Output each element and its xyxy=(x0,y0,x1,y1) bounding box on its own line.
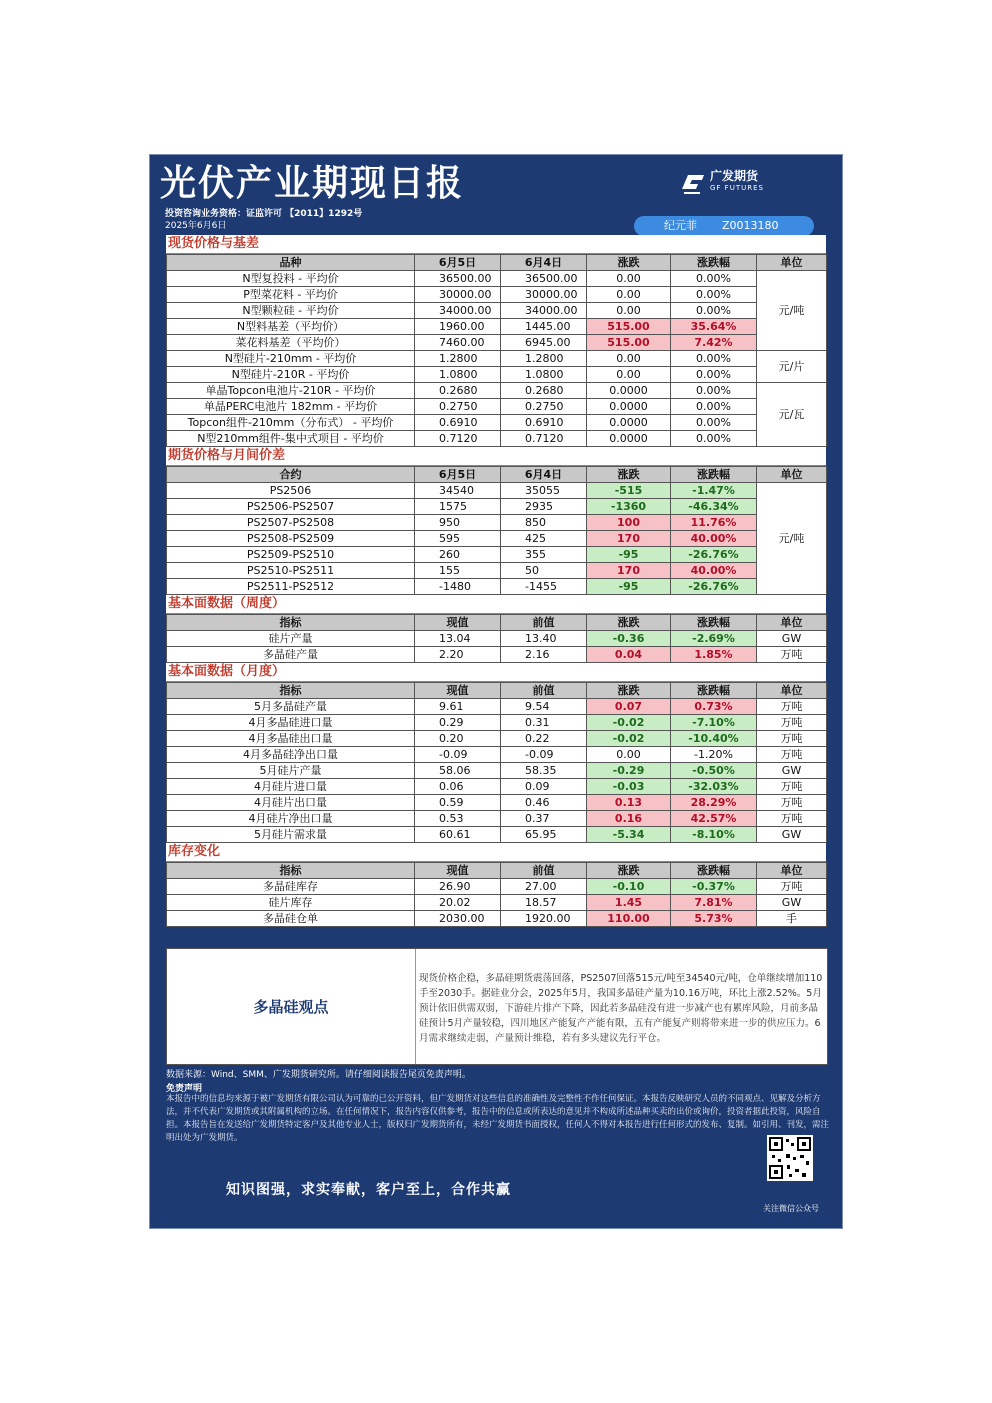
report-date: 2025年6月6日 xyxy=(165,221,227,231)
weekly-unit: GW xyxy=(757,631,827,647)
futures-header-cell: 合约 xyxy=(167,467,415,483)
spot-table xyxy=(166,254,827,447)
table-row xyxy=(167,287,827,303)
table-row xyxy=(167,499,827,515)
table-row xyxy=(167,367,827,383)
monthly-current-value: 0.59 xyxy=(415,795,501,811)
section-title-weekly: 基本面数据（周度） xyxy=(166,595,826,614)
monthly-change: -0.03 xyxy=(587,779,671,795)
spot-header-cell: 6月4日 xyxy=(501,255,587,271)
inventory-header-cell: 现值 xyxy=(415,863,501,879)
analyst-name: 纪元菲 xyxy=(664,219,697,232)
spot-change-pct: 0.00% xyxy=(671,303,757,319)
inventory-header-cell: 涨跌 xyxy=(587,863,671,879)
spot-change: 0.00 xyxy=(587,367,671,383)
inventory-header-cell: 涨跌幅 xyxy=(671,863,757,879)
monthly-unit: 万吨 xyxy=(757,699,827,715)
inventory-header-cell: 指标 xyxy=(167,863,415,879)
view-label: 多晶硅观点 xyxy=(167,949,416,1064)
weekly-header-cell: 前值 xyxy=(501,615,587,631)
monthly-change-pct: 0.73% xyxy=(671,699,757,715)
table-row xyxy=(167,827,827,843)
inventory-unit: 万吨 xyxy=(757,879,827,895)
futures-change: 170 xyxy=(587,563,671,579)
spot-item-name: P型菜花料 - 平均价 xyxy=(167,287,415,303)
monthly-previous-value: 0.09 xyxy=(501,779,587,795)
qr-code-icon xyxy=(767,1135,813,1181)
table-row xyxy=(167,399,827,415)
futures-item-name: PS2511-PS2512 xyxy=(167,579,415,595)
monthly-header-cell: 现值 xyxy=(415,683,501,699)
data-source: 数据来源：Wind、SMM、广发期货研究所。请仔细阅读报告尾页免责声明。 xyxy=(166,1070,471,1080)
monthly-item-name: 5月硅片产量 xyxy=(167,763,415,779)
table-row xyxy=(167,431,827,447)
spot-previous-value: 1445.00 xyxy=(501,319,587,335)
weekly-previous-value: 13.40 xyxy=(501,631,587,647)
spot-item-name: N型硅片-210R - 平均价 xyxy=(167,367,415,383)
monthly-previous-value: -0.09 xyxy=(501,747,587,763)
spot-item-name: N型复投料 - 平均价 xyxy=(167,271,415,287)
weekly-header-cell: 涨跌 xyxy=(587,615,671,631)
table-row xyxy=(167,699,827,715)
spot-previous-value: 0.2680 xyxy=(501,383,587,399)
monthly-change-pct: -1.20% xyxy=(671,747,757,763)
monthly-change: 0.13 xyxy=(587,795,671,811)
table-row xyxy=(167,531,827,547)
spot-unit: 元/片 xyxy=(757,351,827,383)
spot-change: 0.00 xyxy=(587,287,671,303)
futures-previous-value: 50 xyxy=(501,563,587,579)
spot-item-name: 单晶PERC电池片 182mm - 平均价 xyxy=(167,399,415,415)
monthly-item-name: 4月多晶硅净出口量 xyxy=(167,747,415,763)
spot-previous-value: 34000.00 xyxy=(501,303,587,319)
spot-current-value: 1.0800 xyxy=(415,367,501,383)
monthly-change: 0.00 xyxy=(587,747,671,763)
futures-previous-value: 2935 xyxy=(501,499,587,515)
monthly-item-name: 4月硅片出口量 xyxy=(167,795,415,811)
monthly-current-value: 0.29 xyxy=(415,715,501,731)
table-row xyxy=(167,879,827,895)
monthly-change-pct: -7.10% xyxy=(671,715,757,731)
weekly-item-name: 多晶硅产量 xyxy=(167,647,415,663)
spot-unit: 元/吨 xyxy=(757,271,827,351)
spot-previous-value: 30000.00 xyxy=(501,287,587,303)
inventory-change-pct: -0.37% xyxy=(671,879,757,895)
inventory-previous-value: 1920.00 xyxy=(501,911,587,927)
futures-change-pct: -26.76% xyxy=(671,547,757,563)
table-row xyxy=(167,795,827,811)
monthly-current-value: 60.61 xyxy=(415,827,501,843)
table-row xyxy=(167,351,827,367)
futures-item-name: PS2507-PS2508 xyxy=(167,515,415,531)
inventory-item-name: 硅片库存 xyxy=(167,895,415,911)
monthly-current-value: 0.53 xyxy=(415,811,501,827)
weekly-previous-value: 2.16 xyxy=(501,647,587,663)
spot-change: 0.00 xyxy=(587,303,671,319)
futures-change-pct: 40.00% xyxy=(671,531,757,547)
spot-change: 0.0000 xyxy=(587,383,671,399)
weekly-header-row xyxy=(167,615,827,631)
table-row xyxy=(167,747,827,763)
monthly-item-name: 5月硅片需求量 xyxy=(167,827,415,843)
monthly-unit: 万吨 xyxy=(757,731,827,747)
logo-en-text: GF FUTURES xyxy=(710,184,764,192)
spot-header-cell: 单位 xyxy=(757,255,827,271)
table-row xyxy=(167,415,827,431)
table-row xyxy=(167,731,827,747)
monthly-change-pct: -8.10% xyxy=(671,827,757,843)
monthly-header-cell: 前值 xyxy=(501,683,587,699)
monthly-current-value: 0.20 xyxy=(415,731,501,747)
inventory-item-name: 多晶硅库存 xyxy=(167,879,415,895)
spot-item-name: N型颗粒硅 - 平均价 xyxy=(167,303,415,319)
table-row xyxy=(167,763,827,779)
futures-change: -1360 xyxy=(587,499,671,515)
monthly-change: -0.02 xyxy=(587,715,671,731)
monthly-item-name: 4月硅片净出口量 xyxy=(167,811,415,827)
table-row xyxy=(167,515,827,531)
monthly-change: 0.16 xyxy=(587,811,671,827)
section-title-spot: 现货价格与基差 xyxy=(166,235,826,254)
futures-item-name: PS2509-PS2510 xyxy=(167,547,415,563)
table-row xyxy=(167,335,827,351)
futures-previous-value: 35055 xyxy=(501,483,587,499)
view-box xyxy=(166,948,828,1065)
inventory-current-value: 20.02 xyxy=(415,895,501,911)
monthly-item-name: 4月多晶硅进口量 xyxy=(167,715,415,731)
inventory-change-pct: 7.81% xyxy=(671,895,757,911)
table-row xyxy=(167,563,827,579)
spot-previous-value: 6945.00 xyxy=(501,335,587,351)
futures-previous-value: 425 xyxy=(501,531,587,547)
spot-change: 0.0000 xyxy=(587,399,671,415)
futures-previous-value: 355 xyxy=(501,547,587,563)
futures-current-value: 1575 xyxy=(415,499,501,515)
spot-change: 0.00 xyxy=(587,271,671,287)
futures-header-cell: 6月5日 xyxy=(415,467,501,483)
weekly-change: -0.36 xyxy=(587,631,671,647)
table-row xyxy=(167,303,827,319)
futures-change: 170 xyxy=(587,531,671,547)
monthly-current-value: -0.09 xyxy=(415,747,501,763)
inventory-header-cell: 单位 xyxy=(757,863,827,879)
futures-current-value: 34540 xyxy=(415,483,501,499)
inventory-unit: GW xyxy=(757,895,827,911)
inventory-current-value: 2030.00 xyxy=(415,911,501,927)
futures-item-name: PS2508-PS2509 xyxy=(167,531,415,547)
futures-change: -95 xyxy=(587,579,671,595)
spot-current-value: 1960.00 xyxy=(415,319,501,335)
monthly-header-cell: 涨跌 xyxy=(587,683,671,699)
spot-change-pct: 0.00% xyxy=(671,383,757,399)
table-row xyxy=(167,647,827,663)
spot-change: 515.00 xyxy=(587,335,671,351)
spot-change-pct: 0.00% xyxy=(671,399,757,415)
weekly-header-cell: 涨跌幅 xyxy=(671,615,757,631)
monthly-unit: 万吨 xyxy=(757,795,827,811)
monthly-previous-value: 0.46 xyxy=(501,795,587,811)
monthly-unit: 万吨 xyxy=(757,747,827,763)
futures-current-value: -1480 xyxy=(415,579,501,595)
qr-code xyxy=(767,1135,813,1181)
monthly-unit: 万吨 xyxy=(757,779,827,795)
table-row xyxy=(167,579,827,595)
futures-header-row xyxy=(167,467,827,483)
company-motto: 知识图强，求实奉献，客户至上，合作共赢 xyxy=(226,1182,511,1198)
inventory-current-value: 26.90 xyxy=(415,879,501,895)
spot-current-value: 34000.00 xyxy=(415,303,501,319)
monthly-previous-value: 0.22 xyxy=(501,731,587,747)
table-row xyxy=(167,631,827,647)
inventory-header-row xyxy=(167,863,827,879)
weekly-change-pct: 1.85% xyxy=(671,647,757,663)
section-title-monthly: 基本面数据（月度） xyxy=(166,663,826,682)
spot-change-pct: 0.00% xyxy=(671,287,757,303)
spot-current-value: 1.2800 xyxy=(415,351,501,367)
monthly-change-pct: -10.40% xyxy=(671,731,757,747)
monthly-change: -0.02 xyxy=(587,731,671,747)
inventory-previous-value: 27.00 xyxy=(501,879,587,895)
futures-item-name: PS2506-PS2507 xyxy=(167,499,415,515)
monthly-unit: 万吨 xyxy=(757,811,827,827)
section-title-inventory: 库存变化 xyxy=(166,843,826,862)
spot-change-pct: 0.00% xyxy=(671,271,757,287)
table-row xyxy=(167,383,827,399)
inventory-table xyxy=(166,862,827,927)
company-logo xyxy=(678,167,798,197)
logo-cn-text: 广发期货 xyxy=(710,169,759,183)
disclaimer-title: 免责声明 xyxy=(166,1084,203,1094)
monthly-item-name: 4月硅片进口量 xyxy=(167,779,415,795)
spot-change: 0.0000 xyxy=(587,431,671,447)
analyst-id: Z0013180 xyxy=(722,219,779,232)
weekly-unit: 万吨 xyxy=(757,647,827,663)
futures-change-pct: 11.76% xyxy=(671,515,757,531)
inventory-change: 110.00 xyxy=(587,911,671,927)
table-row xyxy=(167,547,827,563)
table-row xyxy=(167,895,827,911)
futures-change: -95 xyxy=(587,547,671,563)
table-row xyxy=(167,911,827,927)
table-row xyxy=(167,811,827,827)
monthly-previous-value: 0.31 xyxy=(501,715,587,731)
spot-item-name: N型210mm组件-集中式项目 - 平均价 xyxy=(167,431,415,447)
monthly-unit: 万吨 xyxy=(757,715,827,731)
spot-item-name: N型硅片-210mm - 平均价 xyxy=(167,351,415,367)
monthly-previous-value: 65.95 xyxy=(501,827,587,843)
futures-current-value: 155 xyxy=(415,563,501,579)
spot-current-value: 0.6910 xyxy=(415,415,501,431)
weekly-table xyxy=(166,614,827,663)
spot-change-pct: 0.00% xyxy=(671,415,757,431)
spot-previous-value: 1.2800 xyxy=(501,351,587,367)
license-text: 投资咨询业务资格：证监许可 【2011】1292号 xyxy=(165,209,363,219)
inventory-change-pct: 5.73% xyxy=(671,911,757,927)
spot-item-name: 单晶Topcon电池片-210R - 平均价 xyxy=(167,383,415,399)
table-row xyxy=(167,319,827,335)
table-row xyxy=(167,483,827,499)
spot-previous-value: 0.6910 xyxy=(501,415,587,431)
futures-current-value: 595 xyxy=(415,531,501,547)
spot-current-value: 36500.00 xyxy=(415,271,501,287)
spot-change: 0.0000 xyxy=(587,415,671,431)
monthly-item-name: 4月多晶硅出口量 xyxy=(167,731,415,747)
spot-header-cell: 涨跌幅 xyxy=(671,255,757,271)
page-title: 光伏产业期现日报 xyxy=(160,162,465,204)
monthly-previous-value: 0.37 xyxy=(501,811,587,827)
monthly-table xyxy=(166,682,827,843)
follow-wechat-text: 关注微信公众号 xyxy=(763,1204,819,1213)
table-row xyxy=(167,779,827,795)
futures-change-pct: 40.00% xyxy=(671,563,757,579)
monthly-change: -5.34 xyxy=(587,827,671,843)
monthly-change: -0.29 xyxy=(587,763,671,779)
monthly-change-pct: -0.50% xyxy=(671,763,757,779)
gf-logo-icon xyxy=(678,167,708,197)
inventory-unit: 手 xyxy=(757,911,827,927)
spot-change-pct: 0.00% xyxy=(671,367,757,383)
monthly-current-value: 0.06 xyxy=(415,779,501,795)
futures-previous-value: 850 xyxy=(501,515,587,531)
spot-item-name: N型料基差（平均价） xyxy=(167,319,415,335)
weekly-item-name: 硅片产量 xyxy=(167,631,415,647)
monthly-current-value: 9.61 xyxy=(415,699,501,715)
futures-current-value: 260 xyxy=(415,547,501,563)
weekly-current-value: 13.04 xyxy=(415,631,501,647)
spot-item-name: 菜花料基差（平均价） xyxy=(167,335,415,351)
futures-header-cell: 涨跌幅 xyxy=(671,467,757,483)
futures-previous-value: -1455 xyxy=(501,579,587,595)
monthly-header-cell: 涨跌幅 xyxy=(671,683,757,699)
view-text: 现货价格企稳，多晶硅期货震荡回落，PS2507回落515元/吨至34540元/吨，仓单继续增加110手至2030手。据硅业分会，2025年5月，我国多晶硅产量为10.16万吨，环比上涨2.52%。5月预计依旧供需双弱，下游硅片排产下降，因此若多晶硅没有进一步减产也有累库风险，月前多晶硅预计5月产量较稳，四川地区产能复产产能有限，五有产能复产则将带来进一步的供应压力。6月需求继续走弱，产量预计维稳，若有多头建议先行平仓。 xyxy=(419,973,823,1044)
table-row xyxy=(167,271,827,287)
monthly-header-cell: 单位 xyxy=(757,683,827,699)
spot-item-name: Topcon组件-210mm（分布式） - 平均价 xyxy=(167,415,415,431)
weekly-current-value: 2.20 xyxy=(415,647,501,663)
spot-change-pct: 35.64% xyxy=(671,319,757,335)
futures-change-pct: -1.47% xyxy=(671,483,757,499)
futures-change: -515 xyxy=(587,483,671,499)
spot-current-value: 0.2680 xyxy=(415,383,501,399)
futures-header-cell: 涨跌 xyxy=(587,467,671,483)
futures-table xyxy=(166,466,827,595)
monthly-previous-value: 58.35 xyxy=(501,763,587,779)
monthly-previous-value: 9.54 xyxy=(501,699,587,715)
monthly-change-pct: 42.57% xyxy=(671,811,757,827)
monthly-unit: GW xyxy=(757,763,827,779)
futures-unit: 元/吨 xyxy=(757,483,827,595)
spot-header-cell: 涨跌 xyxy=(587,255,671,271)
monthly-header-row xyxy=(167,683,827,699)
spot-header-cell: 品种 xyxy=(167,255,415,271)
weekly-header-cell: 现值 xyxy=(415,615,501,631)
spot-current-value: 0.7120 xyxy=(415,431,501,447)
section-title-futures: 期货价格与月间价差 xyxy=(166,447,826,466)
futures-header-cell: 单位 xyxy=(757,467,827,483)
spot-previous-value: 36500.00 xyxy=(501,271,587,287)
monthly-change-pct: 28.29% xyxy=(671,795,757,811)
inventory-previous-value: 18.57 xyxy=(501,895,587,911)
weekly-change: 0.04 xyxy=(587,647,671,663)
spot-change: 515.00 xyxy=(587,319,671,335)
spot-change-pct: 7.42% xyxy=(671,335,757,351)
weekly-change-pct: -2.69% xyxy=(671,631,757,647)
monthly-item-name: 5月多晶硅产量 xyxy=(167,699,415,715)
futures-current-value: 950 xyxy=(415,515,501,531)
spot-previous-value: 0.2750 xyxy=(501,399,587,415)
spot-change-pct: 0.00% xyxy=(671,431,757,447)
monthly-change-pct: -32.03% xyxy=(671,779,757,795)
futures-change: 100 xyxy=(587,515,671,531)
weekly-header-cell: 指标 xyxy=(167,615,415,631)
spot-previous-value: 1.0800 xyxy=(501,367,587,383)
weekly-header-cell: 单位 xyxy=(757,615,827,631)
monthly-unit: GW xyxy=(757,827,827,843)
spot-unit: 元/瓦 xyxy=(757,383,827,447)
disclaimer-text: 本报告中的信息均来源于被广发期货有限公司认为可靠的已公开资料，但广发期货对这些信息的准确性及完整性不作任何保证。本报告反映研究人员的不同观点、见解及分析方法，并不代表广发期货或其附属机构的立场。在任何情况下，报告内容仅供参考，报告中的信息或所表达的意见并不构成所述品种买卖的出价或询价，投资者据此投资，风险自担。本报告旨在发送给广发期货特定客户及其他专业人士，版权归广发期货所有，未经广发期货书面授权，任何人不得对本报告进行任何形式的发布、复制。如引用、刊发，需注明出处为广发期货。 xyxy=(166,1094,830,1143)
inventory-change: 1.45 xyxy=(587,895,671,911)
spot-change-pct: 0.00% xyxy=(671,351,757,367)
monthly-header-cell: 指标 xyxy=(167,683,415,699)
spot-current-value: 7460.00 xyxy=(415,335,501,351)
data-sheet xyxy=(166,235,826,927)
spot-header-row xyxy=(167,255,827,271)
monthly-current-value: 58.06 xyxy=(415,763,501,779)
spot-current-value: 0.2750 xyxy=(415,399,501,415)
futures-item-name: PS2510-PS2511 xyxy=(167,563,415,579)
futures-header-cell: 6月4日 xyxy=(501,467,587,483)
futures-item-name: PS2506 xyxy=(167,483,415,499)
spot-previous-value: 0.7120 xyxy=(501,431,587,447)
spot-current-value: 30000.00 xyxy=(415,287,501,303)
table-row xyxy=(167,715,827,731)
spot-change: 0.00 xyxy=(587,351,671,367)
spot-header-cell: 6月5日 xyxy=(415,255,501,271)
monthly-change: 0.07 xyxy=(587,699,671,715)
inventory-item-name: 多晶硅仓单 xyxy=(167,911,415,927)
futures-change-pct: -26.76% xyxy=(671,579,757,595)
inventory-change: -0.10 xyxy=(587,879,671,895)
analyst-badge xyxy=(634,216,814,236)
futures-change-pct: -46.34% xyxy=(671,499,757,515)
inventory-header-cell: 前值 xyxy=(501,863,587,879)
